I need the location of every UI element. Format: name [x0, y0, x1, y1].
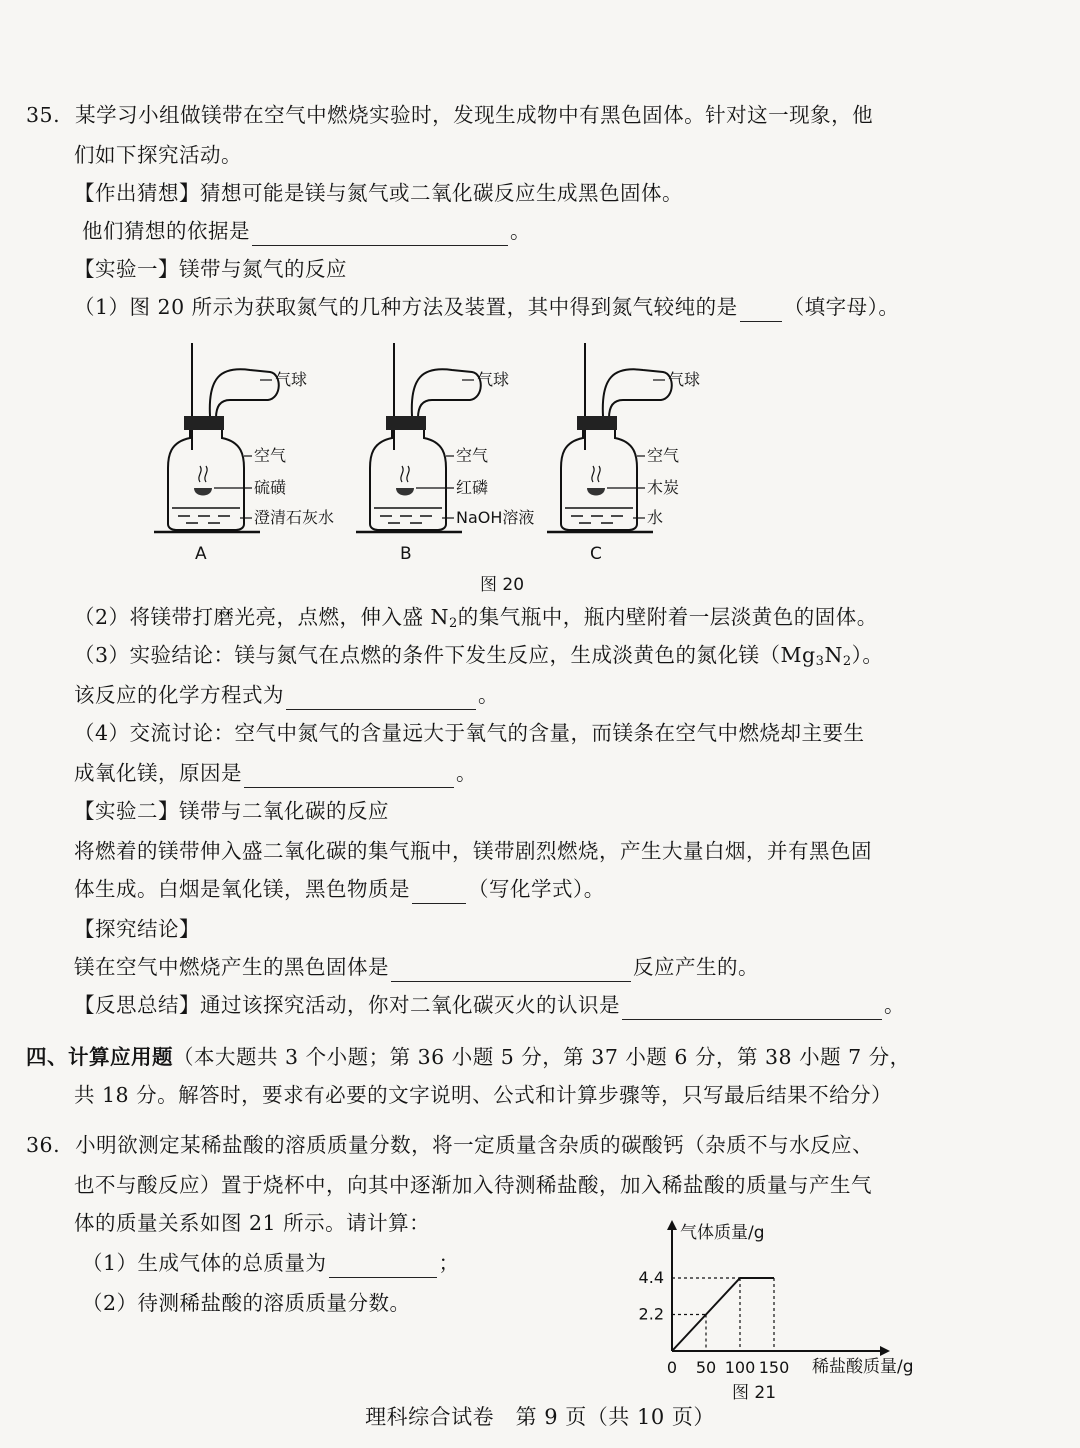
- conclusion-line: 镁在空气中燃烧产生的黑色固体是 反应产生的。: [74, 952, 759, 982]
- y-tick-label: 2.2: [638, 1304, 664, 1324]
- exp2-line2: 体生成。白烟是氧化镁，黑色物质是 （写化学式）。: [74, 874, 605, 904]
- label-b-balloon: 气球: [477, 370, 510, 389]
- label-a-reagent: 硫磺: [254, 478, 287, 497]
- exp2-heading: 【实验二】镁带与二氧化碳的反应: [74, 799, 389, 823]
- answer-blank-reflection[interactable]: [622, 997, 882, 1020]
- apparatus-c: [547, 343, 672, 532]
- page-footer: 理科综合试卷 第 9 页（共 10 页）: [365, 1405, 715, 1429]
- q35-number: 35.: [26, 103, 61, 127]
- conclusion-heading: 【探究结论】: [74, 917, 200, 941]
- section4-title: 四、计算应用题: [26, 1045, 173, 1069]
- label-a-gas: 空气: [254, 446, 287, 465]
- label-a-letter: A: [195, 544, 207, 564]
- section4-line2: 共 18 分。解答时，要求有必要的文字说明、公式和计算步骤等，只写最后结果不给分）: [74, 1083, 893, 1107]
- label-c-reagent: 木炭: [647, 478, 680, 497]
- q35-line1: 35. 某学习小组做镁带在空气中燃烧实验时，发现生成物中有黑色固体。针对这一现象，他: [26, 103, 874, 127]
- label-c-liquid: 水: [647, 508, 664, 527]
- chart-x-axis-label: 稀盐酸质量/g: [812, 1357, 914, 1377]
- answer-blank-letter[interactable]: [740, 299, 782, 322]
- apparatus-a: [154, 343, 279, 532]
- x-tick-label: 0: [666, 1358, 678, 1377]
- q36-line3: 体的质量关系如图 21 所示。请计算：: [74, 1211, 431, 1235]
- q36-line1: 36. 小明欲测定某稀盐酸的溶质质量分数，将一定质量含杂质的碳酸钙（杂质不与水反应、: [26, 1133, 874, 1157]
- exp2-line1: 将燃着的镁带伸入盛二氧化碳的集气瓶中，镁带剧烈燃烧，产生大量白烟，并有黑色固: [74, 839, 872, 863]
- x-tick-label: 150: [758, 1358, 790, 1377]
- answer-blank-total-gas[interactable]: [329, 1255, 437, 1278]
- section4-line1: 四、计算应用题（本大题共 3 个小题；第 36 小题 5 分，第 37 小题 6 分，第 38 小题 7 分，: [26, 1045, 911, 1069]
- basis-line: 他们猜想的依据是 。: [82, 216, 531, 246]
- label-a-liquid: 澄清石灰水: [254, 508, 335, 527]
- figure-21-caption: 图 21: [732, 1383, 777, 1403]
- sub1-line: （1）图 20 所示为获取氮气的几种方法及装置，其中得到氮气较纯的是 （填字母）。: [74, 292, 899, 322]
- label-c-gas: 空气: [647, 446, 680, 465]
- q35-line2: 们如下探究活动。: [74, 143, 242, 167]
- x-tick-label: 100: [724, 1358, 756, 1377]
- label-b-liquid: NaOH溶液: [456, 508, 535, 527]
- answer-blank-formula[interactable]: [412, 881, 466, 904]
- answer-blank-basis[interactable]: [252, 223, 508, 246]
- q36-sub2: （2）待测稀盐酸的溶质质量分数。: [82, 1291, 411, 1315]
- y-tick-label: 4.4: [638, 1268, 664, 1287]
- q36-number: 36.: [26, 1133, 61, 1157]
- label-a-balloon: 气球: [275, 370, 308, 389]
- exp1-heading: 【实验一】镁带与氮气的反应: [74, 257, 347, 281]
- figure-20-caption: 图 20: [480, 575, 525, 595]
- x-tick-label: 50: [695, 1358, 717, 1377]
- y-axis-arrow: [667, 1220, 677, 1230]
- sub4-line1: （4）交流讨论：空气中氮气的含量远大于氧气的含量，而镁条在空气中燃烧却主要生: [74, 721, 865, 745]
- sub3-line1: （3）实验结论：镁与氮气在点燃的条件下发生反应，生成淡黄色的氮化镁$(Mg_3N_2)$。: [74, 643, 884, 669]
- label-b-reagent: 红磷: [456, 478, 489, 497]
- sub2-line: （2）将镁带打磨光亮，点燃，伸入盛 $N_2$的集气瓶中，瓶内壁附着一层淡黄色的固体。: [74, 605, 878, 631]
- answer-blank-conclusion[interactable]: [391, 959, 631, 982]
- apparatus-b: [356, 343, 481, 532]
- reflection-line: 【反思总结】通过该探究活动，你对二氧化碳灭火的认识是 。: [74, 990, 905, 1020]
- label-b-letter: B: [400, 544, 412, 564]
- answer-blank-equation[interactable]: [286, 687, 476, 710]
- q36-sub1: （1）生成气体的总质量为 ；: [82, 1248, 460, 1278]
- figure-20: [150, 338, 710, 568]
- series-line: [672, 1278, 774, 1351]
- label-b-gas: 空气: [456, 446, 489, 465]
- label-c-letter: C: [590, 544, 602, 564]
- chart-y-axis-label: 气体质量/g: [680, 1223, 765, 1243]
- sub4-line2: 成氧化镁，原因是 。: [74, 758, 477, 788]
- label-c-balloon: 气球: [668, 370, 701, 389]
- q36-line2: 也不与酸反应）置于烧杯中，向其中逐渐加入待测稀盐酸，加入稀盐酸的质量与产生气: [74, 1173, 872, 1197]
- sub3-line2: 该反应的化学方程式为 。: [74, 680, 499, 710]
- answer-blank-reason[interactable]: [244, 765, 454, 788]
- guess-line: 【作出猜想】猜想可能是镁与氮气或二氧化碳反应生成黑色固体。: [74, 181, 683, 205]
